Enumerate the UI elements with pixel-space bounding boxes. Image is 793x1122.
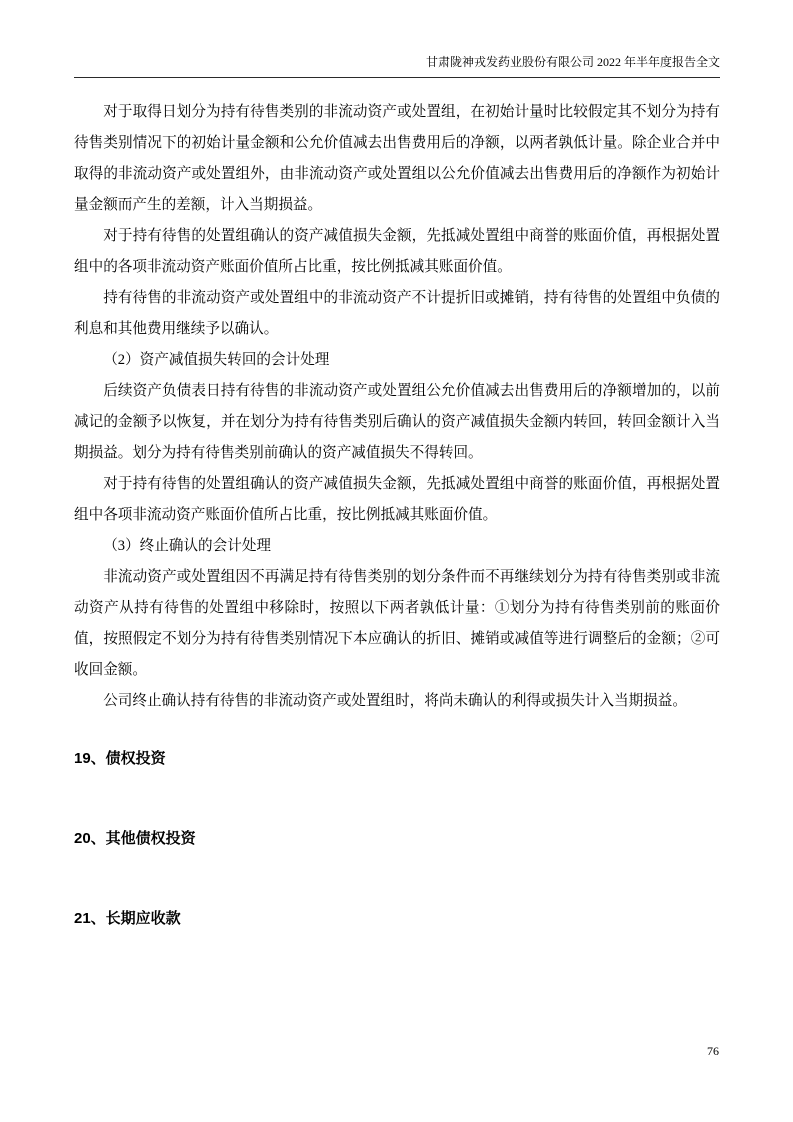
paragraph: 持有待售的非流动资产或处置组中的非流动资产不计提折旧或摊销，持有待售的处置组中负债的利息和其他费用继续予以确认。 — [74, 290, 720, 337]
paragraph: 公司终止确认持有待售的非流动资产或处置组时，将尚未确认的利得或损失计入当期损益。 — [103, 693, 687, 709]
paragraph: （2）资产减值损失转回的会计处理 — [103, 352, 330, 368]
paragraph: （3）终止确认的会计处理 — [103, 538, 272, 554]
paragraph: 对于持有待售的处置组确认的资产减值损失金额，先抵减处置组中商誉的账面价值，再根据处置组中各项非流动资产账面价值所占比重，按比例抵减其账面价值。 — [74, 476, 720, 523]
paragraph: 对于持有待售的处置组确认的资产减值损失金额，先抵减处置组中商誉的账面价值，再根据处置组中的各项非流动资产账面价值所占比重，按比例抵减其账面价值。 — [74, 228, 720, 275]
paragraph: 非流动资产或处置组因不再满足持有待售类别的划分条件而不再继续划分为持有待售类别或非流动资产从持有待售的处置组中移除时，按照以下两者孰低计量：①划分为持有待售类别前的账面价值，按照假定不划分为持有待售类别情况下本应确认的折旧、摊销或减值等进行调整后的金额；②可收回金额。 — [74, 569, 720, 678]
page-number: 76 — [707, 1044, 719, 1058]
page-header — [74, 54, 720, 78]
paragraph: 对于取得日划分为持有待售类别的非流动资产或处置组，在初始计量时比较假定其不划分为持有待售类别情况下的初始计量金额和公允价值减去出售费用后的净额，以两者孰低计量。除企业合并中取得的非流动资产或处置组外，由非流动资产或处置组以公允价值减去出售费用后的净额作为初始计量金额而产生的差额，计入当期损益。 — [74, 104, 720, 213]
document-body — [74, 97, 720, 929]
header-title: 甘肃陇神戎发药业股份有限公司 2022 年半年度报告全文 — [425, 55, 720, 69]
section-heading: 21、长期应收款 — [74, 910, 181, 927]
section-heading: 20、其他债权投资 — [74, 830, 196, 847]
section-heading: 19、债权投资 — [74, 750, 166, 767]
paragraph: 后续资产负债表日持有待售的非流动资产或处置组公允价值减去出售费用后的净额增加的，以前减记的金额予以恢复，并在划分为持有待售类别后确认的资产减值损失金额内转回，转回金额计入当期损益。划分为持有待售类别前确认的资产减值损失不得转回。 — [74, 383, 720, 461]
